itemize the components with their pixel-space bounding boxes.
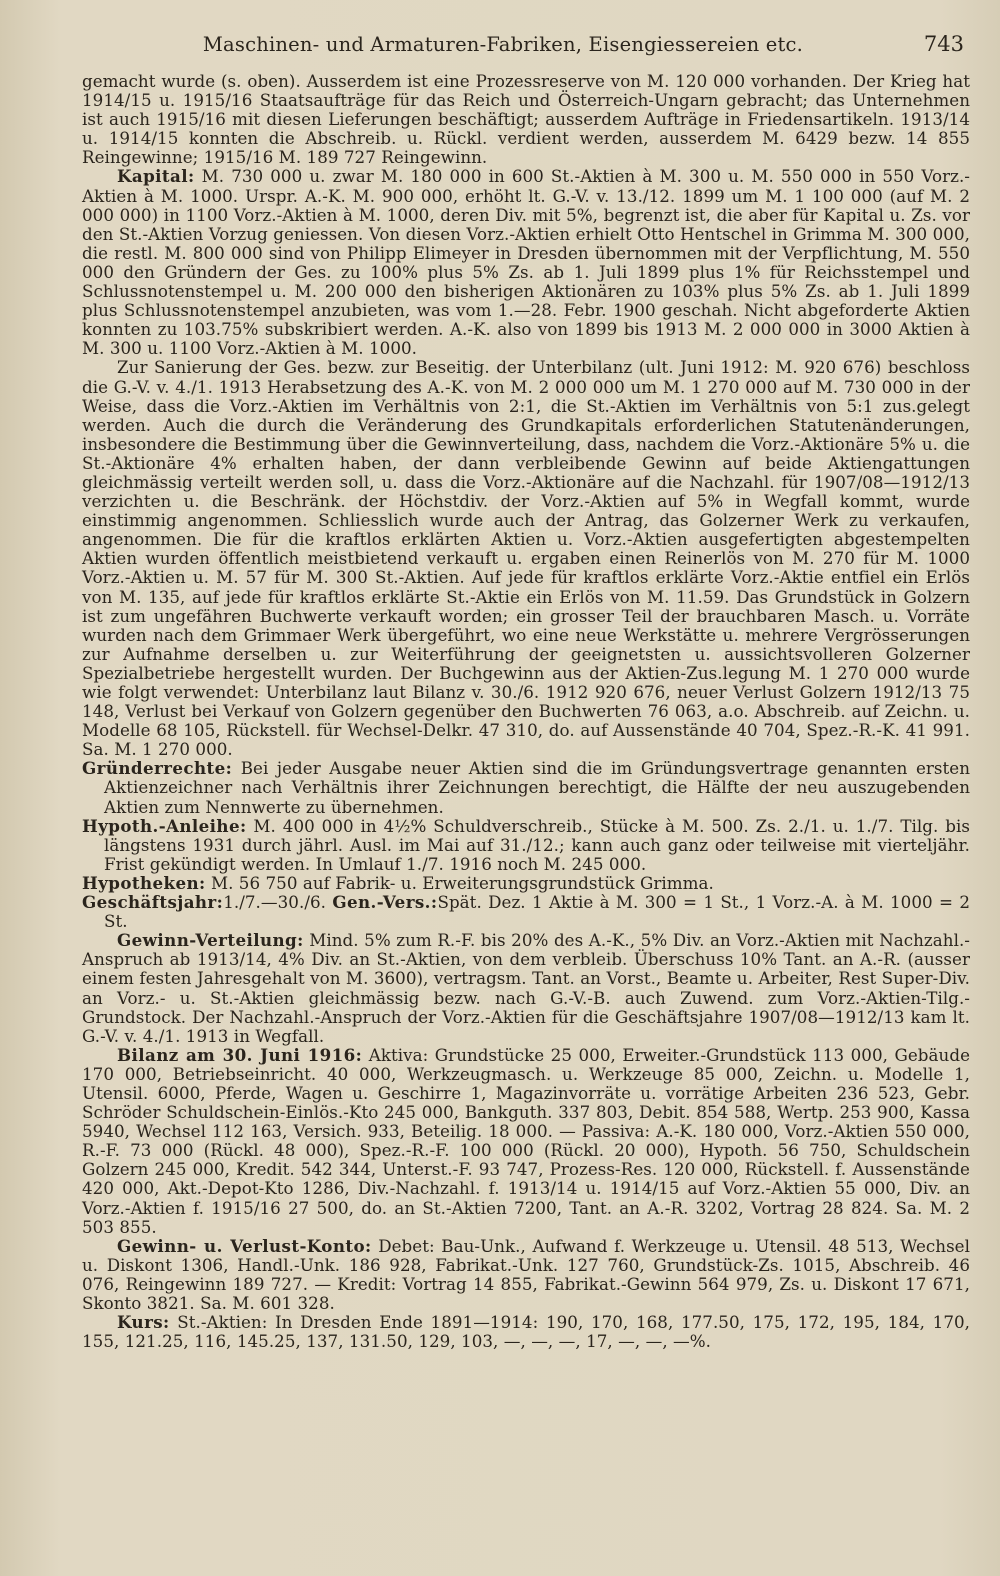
running-title: Maschinen- und Armaturen-Fabriken, Eisengiessereien etc. <box>202 33 804 56</box>
kurs-heading: Kurs: <box>117 1312 170 1333</box>
gen-vers-heading: Gen.-Vers.: <box>332 892 438 913</box>
kapital-text: M. 730 000 u. zwar M. 180 000 in 600 St.-Aktien à M. 300 u. M. 550 000 in 550 Vorz.-Aktien à M. 1000. Urspr. A.-K. M. 900 000, erhöht lt. G.-V. v. 13./12. 1899 um M. 1 100 000 (auf M. 2 000 000) in 1100 Vorz.-Aktien à M. 1000, deren Div. mit 5%, begrenzt ist, die aber für Kapital u. Zs. vor den St.-Aktien Vorzug geniessen. Von diesen Vorz.-Aktien erhielt Otto Hentschel in Grimma M. 300 000, die restl. M. 800 000 sind von Philipp Elimeyer in Dresden übernommen mit der Verpflichtung, M. 550 000 den Gründern der Ges. zu 100% plus 5% Zs. ab 1. Juli 1899 plus 1% für Reichsstempel und Schlussnotenstempel u. M. 200 000 den bisherigen Aktionären zu 103% plus 5% Zs. ab 1. Juli 1899 plus Schlussnotenstempel anzubieten, was vom 1.—28. Febr. 1900 geschah. Nicht abgeforderte Aktien konnten zu 103.75% subskribiert werden. A.-K. also von 1899 bis 1913 M. 2 000 000 in 3000 Aktien à M. 300 u. 1100 Vorz.-Aktien à M. 1000. <box>82 166 970 359</box>
kurs-label: St.-Aktien: In Dresden Ende 1891—1914: <box>177 1312 539 1333</box>
passiva-label: Passiva: <box>581 1121 651 1142</box>
sanierung-text: Zur Sanierung der Ges. bezw. zur Beseitig. der Unterbilanz (ult. Juni 1912: M. 920 676) beschloss die G.-V. v. 4./1. 1913 Herabsetzung des A.-K. von M. 2 000 000 um M. 1 270 000 auf M. 730 000 in der Weise, dass die Vorz.-Aktien im Verhältnis von 2:1, die St.-Aktien im Verhältnis von 5:1 zus.gelegt werden. Auch die durch die Veränderung des Grundkapitals erforderlichen Statutenänderungen, insbesondere die Bestimmung über die Gewinnverteilung, dass, nachdem die Vorz.-Aktionäre 5% u. die St.-Aktionäre 4% erhalten haben, der dann verbleibende Gewinn auf beide Aktiengattungen gleichmässig verteilt werden soll, u. dass die Vorz.-Aktionäre auf die Nachzahl. für 1907/08—1912/13 verzichten u. die Beschränk. der Höchstdiv. der Vorz.-Aktien auf 5% in Wegfall kommt, wurde einstimmig angenommen. Schliesslich wurde auch der Antrag, das Golzerner Werk zu verkaufen, angenommen. Die für die kraftlos erklärten Aktien u. Vorz.-Aktien ausgefertigten abgestempelten Aktien wurden öffentlich meistbietend verkauft u. ergaben einen Reinerlös von M. 270 für M. 1000 Vorz.-Aktien u. M. 57 für M. 300 St.-Aktien. Auf jede für kraftlos erklärte Vorz.-Aktie entfiel ein Erlös von M. 135, auf jede für kraftlos erklärte St.-Aktie ein Erlös von M. 11.59. Das Grundstück in Golzern ist zum ungefähren Buchwerte verkauft worden; ein grosser Teil der brauchbaren Masch. u. Vorräte wurden nach dem Grimmaer Werk übergeführt, wo eine neue Werkstätte u. mehrere Vergrösserungen zur Aufnahme derselben u. zur Weiterführung der geeignetsten u. aussichtsvolleren Golzerner Spezialbetriebe hergestellt wurden. Der Buchgewinn aus der Aktien-Zus.legung M. 1 270 000 wurde wie folgt verwendet: Unterbilanz laut Bilanz v. 30./6. 1912 920 676, neuer Verlust Golzern 1912/13 75 148, Verlust bei Verkauf von Golzern gegenüber den Buchwerten 76 063, a.o. Abschreib. auf Zeichn. u. Modelle 68 105, Rückstell. für Wechsel-Delkr. 47 310, do. auf Aussenstände 40 704, Spez.-R.-K. 41 991. Sa. M. 1 270 000. <box>82 357 970 760</box>
page-header <box>82 32 970 72</box>
gruenderrechte-section <box>82 759 970 816</box>
hypotheken-section <box>82 874 970 893</box>
kurs-values: 190, 170, 168, 177.50, 175, 172, 195, 184, 170, 155, 121.25, 116, 145.25, 137, 131.50, 129, 103, —, —, —, 17, —, —, —%. <box>82 1312 971 1352</box>
gewinn-verteilung-text: Mind. 5% zum R.-F. bis 20% des A.-K., 5% Div. an Vorz.-Aktien mit Nachzahl.-Anspruch ab 1913/14, 4% Div. an St.-Aktien, von dem verbleib. Überschuss 10% Tant. an A.-R. (ausser einem festen Jahresgehalt von M. 3600), vertragsm. Tant. an Vorst., Beamte u. Arbeiter, Rest Super-Div. an Vorz.- u. St.-Aktien gleichmässig bezw. nach G.-V.-B. auch Zuwend. zum Vorz.-Aktien-Tilg.-Grundstock. Der Nachzahl.-Anspruch der Vorz.-Aktien für die Geschäftsjahre 1907/08—1912/13 kam lt. G.-V. v. 4./1. 1913 in Wegfall. <box>82 930 970 1046</box>
kurs-section <box>82 1313 970 1351</box>
debet-text: Bau-Unk., Aufwand f. Werkzeuge u. Utensil. 48 513, Wechsel u. Diskont 1306, Handl.-Unk. 186 928, Fabrikat.-Unk. 127 760, Grundstück-Zs. 1015, Abschreib. 46 076, Reingewinn 189 727. — <box>82 1235 970 1294</box>
gruenderrechte-text: Bei jeder Ausgabe neuer Aktien sind die im Gründungsvertrage genannten ersten Aktienzeichner nach Verhältnis ihrer Zeichnungen berechtigt, die Hälfte der neu auszugebenden Aktien zum Nennwerte zu übernehmen. <box>104 758 971 817</box>
intro-paragraph <box>82 72 970 167</box>
hypoth-anleihe-text: M. 400 000 in 4½% Schuldverschreib., Stücke à M. 500. Zs. 2./1. u. 1./7. Tilg. bis längstens 1931 durch jährl. Ausl. im Mai auf 31./12.; kann auch ganz oder teilweise mit vierteljähr. Frist gekündigt werden. In Umlauf 1./7. 1916 noch M. 245 000. <box>104 815 970 874</box>
gen-vers-text: Spät. Dez. 1 Aktie à M. 300 = 1 St., 1 Vorz.-A. à M. 1000 = 2 St. <box>104 892 970 932</box>
kapital-heading: Kapital: <box>117 166 195 187</box>
bilanz-heading: Bilanz am 30. Juni 1916: <box>117 1044 363 1065</box>
hypotheken-text: M. 56 750 auf Fabrik- u. Erweiterungsgrundstück Grimma. <box>210 872 714 893</box>
hypotheken-heading: Hypotheken: <box>82 872 206 893</box>
intro-text: gemacht wurde (s. oben). Ausserdem ist eine Prozessreserve von M. 120 000 vorhanden. Der Krieg hat 1914/15 u. 1915/16 Staatsaufträge für das Reich und Österreich-Ungarn gebracht; das Unternehmen ist auch 1915/16 mit diesen Lieferungen beschäftigt; ausserdem Aufträge in Friedensartikeln. 1913/14 u. 1914/15 konnten die Abschreib. u. Rückl. verdient werden, ausserdem M. 6429 bezw. 14 855 Reingewinne; 1915/16 M. 189 727 Reingewinn. <box>82 71 970 168</box>
aktiva-text: Grundstücke 25 000, Erweiter.-Grundstück 113 000, Gebäude 170 000, Betriebseinricht. 40 000, Werkzeugmasch. u. Werkzeuge 85 000, Zeichn. u. Modelle 1, Utensil. 6000, Pferde, Wagen u. Geschirre 1, Magazinvorräte u. vorrätige Arbeiten 236 523, Gebr. Schröder Schuldschein-Einlös.-Kto 245 000, Bankguth. 337 803, Debit. 854 588, Wertp. 253 900, Kassa 5940, Wechsel 112 163, Versich. 933, Beteilig. 18 000. — <box>82 1044 970 1142</box>
aktiva-label: Aktiva: <box>368 1044 429 1065</box>
kredit-text: Vortrag 14 855, Fabrikat.-Gewinn 564 979, Zs. u. Diskont 17 671, Skonto 3821. Sa. M. 601 328. <box>82 1273 970 1313</box>
gewinn-verteilung-section <box>82 931 970 1046</box>
bilanz-section <box>82 1046 970 1237</box>
page-number: 743 <box>923 32 964 56</box>
gewinn-verteilung-heading: Gewinn-Verteilung: <box>117 930 304 951</box>
gruenderrechte-heading: Gründerrechte: <box>82 758 233 779</box>
hypoth-anleihe-heading: Hypoth.-Anleihe: <box>82 815 247 836</box>
gewinn-verlust-section <box>82 1237 970 1313</box>
sanierung-section <box>82 358 970 759</box>
geschaeftsjahr-text: 1./7.—30./6. <box>223 892 327 913</box>
debet-label: Debet: <box>378 1235 435 1256</box>
geschaeftsjahr-section <box>82 893 970 931</box>
kredit-label: Kredit: <box>337 1273 397 1294</box>
gewinn-verlust-heading: Gewinn- u. Verlust-Konto: <box>117 1235 372 1256</box>
passiva-text: A.-K. 180 000, Vorz.-Aktien 550 000, R.-F. 73 000 (Rückl. 48 000), Spez.-R.-F. 100 000 (Rückl. 20 000), Hypoth. 56 750, Schuldschein Golzern 245 000, Kredit. 542 344, Unterst.-F. 93 747, Prozess-Res. 120 000, Rückstell. f. Aussenstände 420 000, Akt.-Depot-Kto 1286, Div.-Nachzahl. f. 1913/14 u. 1914/15 auf Vorz.-Aktien 55 000, Div. an Vorz.-Aktien f. 1915/16 27 500, do. an St.-Aktien 7200, Tant. an A.-R. 3202, Vortrag 28 824. Sa. M. 2 503 855. <box>82 1121 970 1237</box>
hypoth-anleihe-section <box>82 817 970 874</box>
kapital-section <box>82 167 970 358</box>
geschaeftsjahr-heading: Geschäftsjahr: <box>82 892 224 913</box>
